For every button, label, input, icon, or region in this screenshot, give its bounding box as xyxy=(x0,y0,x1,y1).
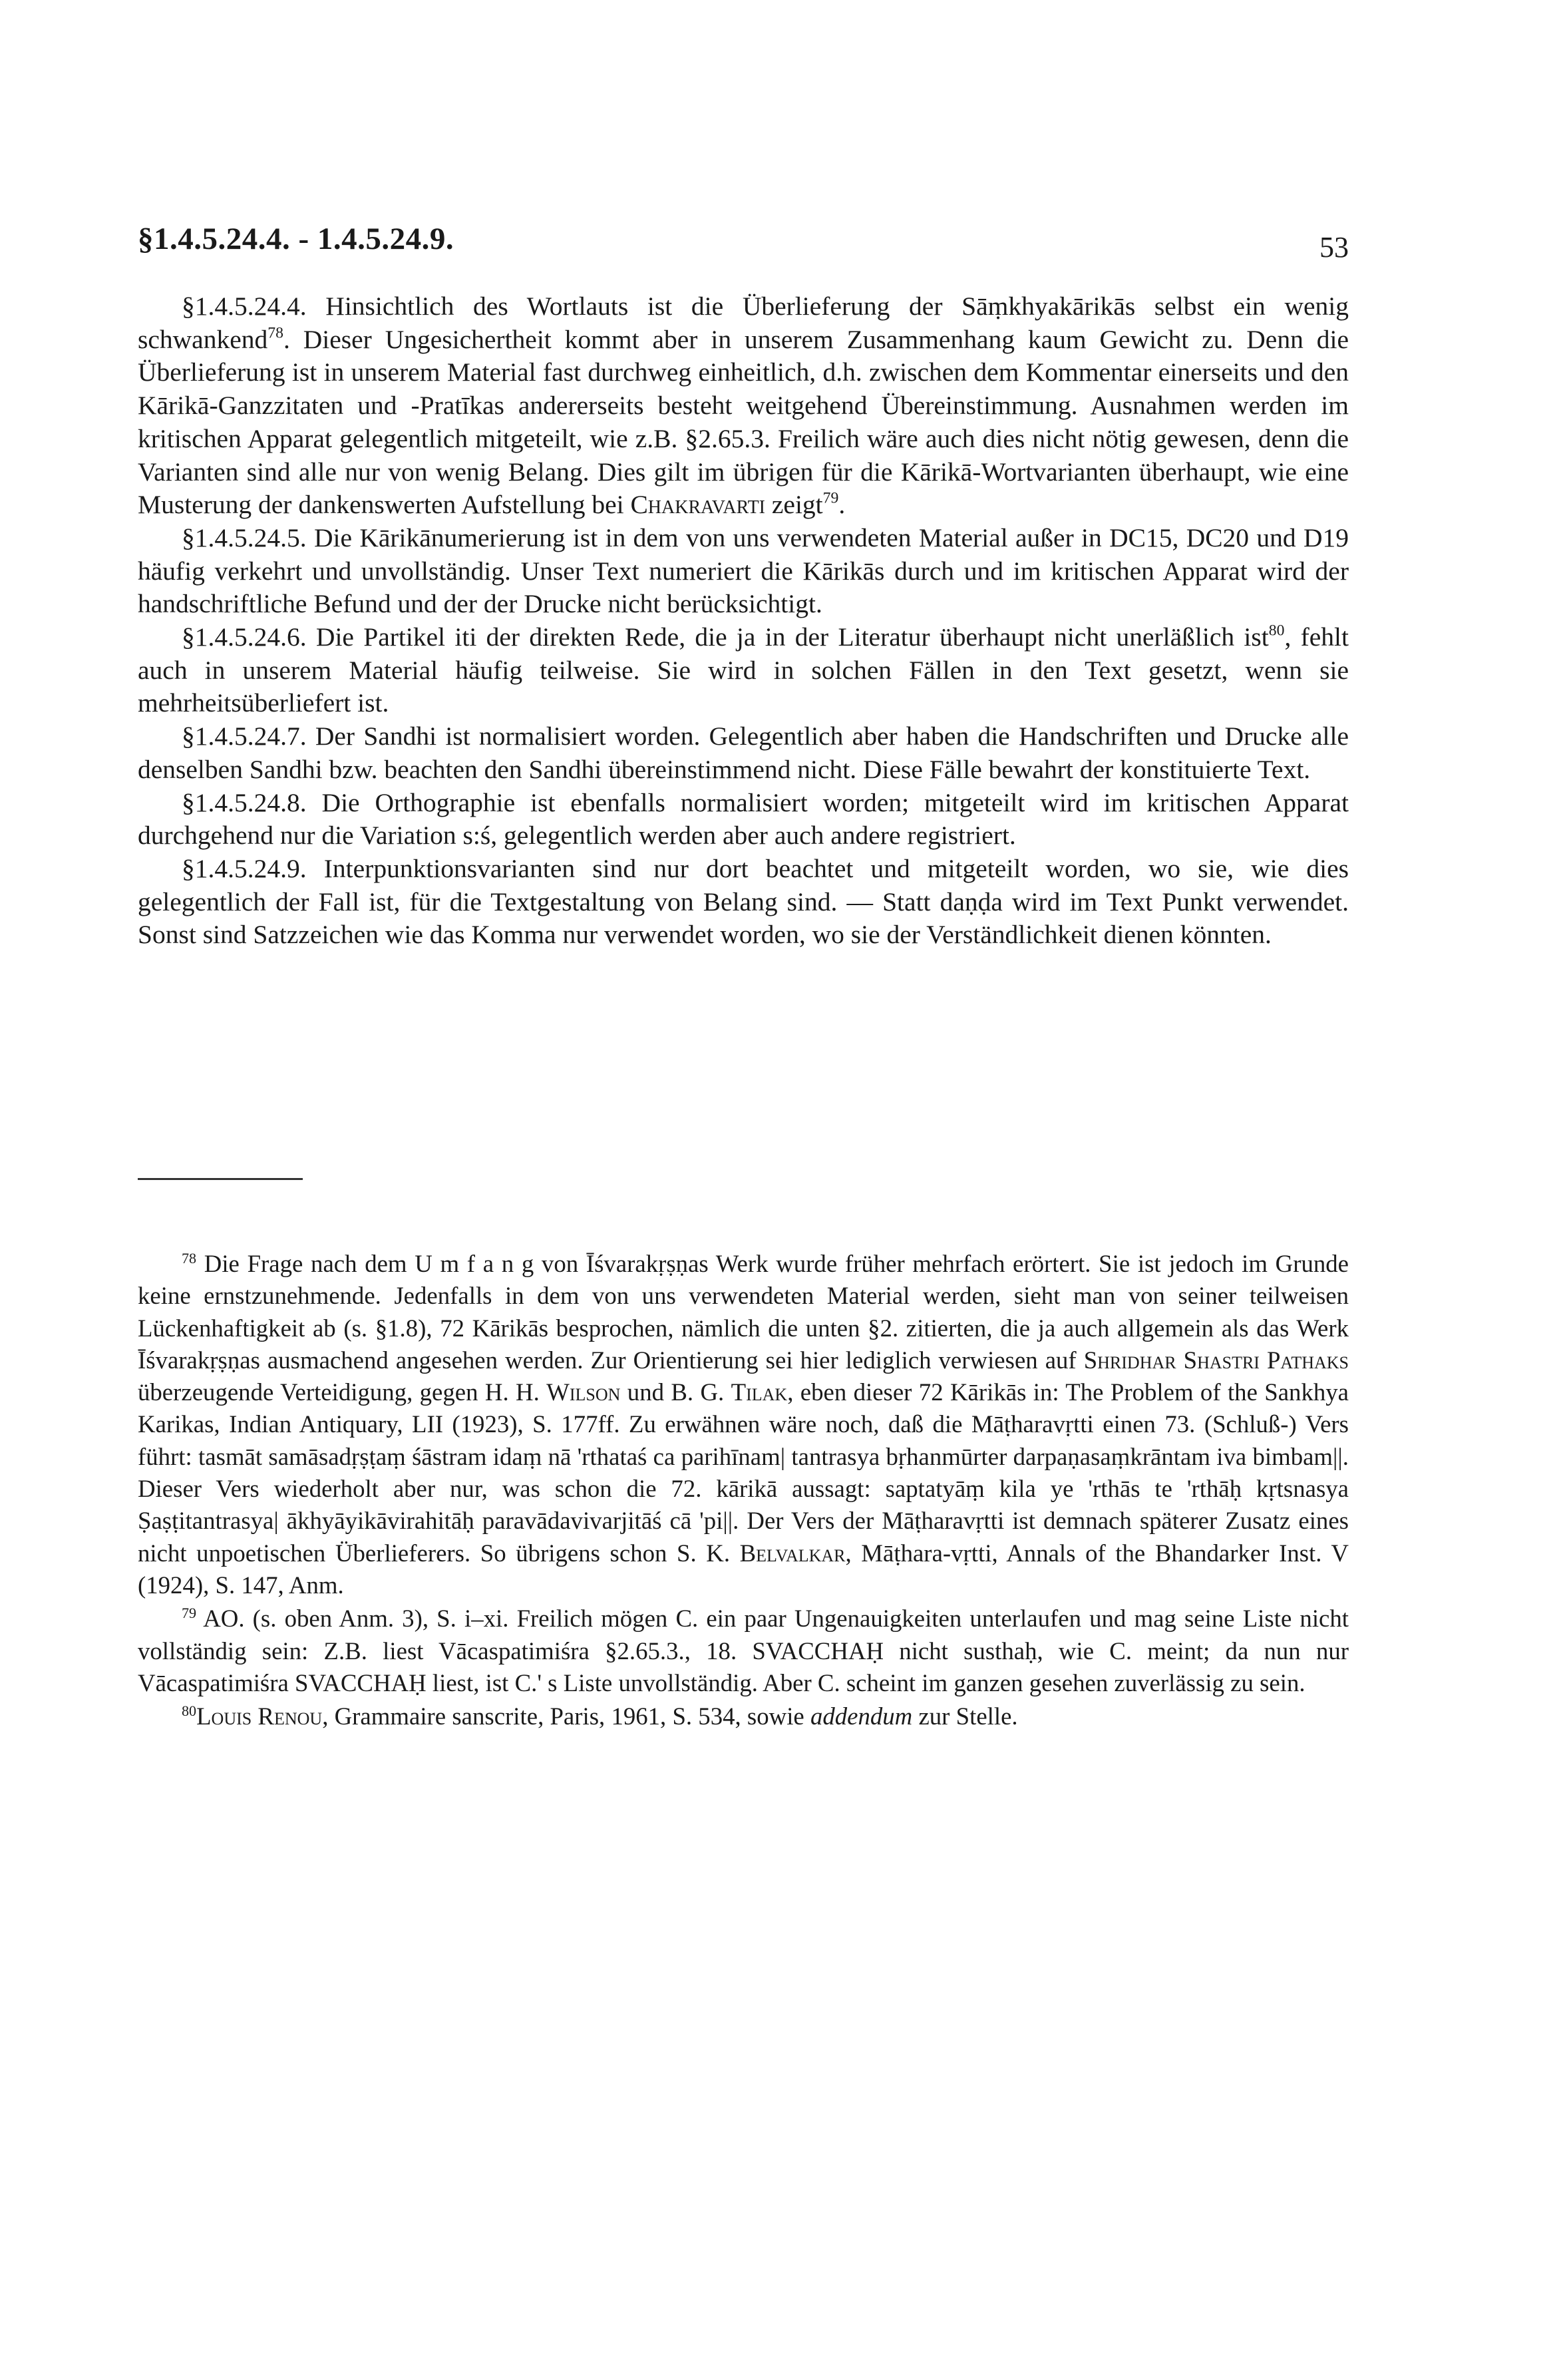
author-name: Chakravarti xyxy=(630,490,766,520)
footnote-78: $^{78}$ Die Frage nach dem U m f a n g von Īśvarakṛṣṇas Werk wurde früher mehrfach erörtert. Sie ist jedoch im Grunde keine ernstzunehmende. Jedenfalls in dem von uns verwendeten Material werden, sieht man von seiner teilweisen Lückenhaftigkeit ab (s. §1.8), 72 Kārikās besprochen, nämlich die unten §2. zitierten, die ja auch allgemein als das Werk Īśvarakṛṣṇas ausmachend angesehen werden. Zur Orientierung sei hier lediglich verwiesen auf Shridhar Shastri Pathaks überzeugende Verteidigung, gegen H. H. Wilson und B. G. Tilak, eben dieser 72 Kārikās in: The Problem of the Sankhya Karikas, Indian Antiquary, LII (1923), S. 177ff. Zu erwähnen wäre noch, daß die Māṭharavṛtti einen 73. (Schluß-) Vers führt: tasmāt samāsadṛṣṭaṃ śāstram idaṃ nā 'rthataś ca parihīnam| tantrasya bṛhanmūrter darpaṇasaṃkrāntam iva bimbam||. Dieser Vers wiederholt aber nur, was schon die 72. kārikā aussagt: saptatyāṃ kila ye 'rthās te 'rthāḥ kṛtsnasya Ṣaṣṭitantrasya| ākhyāyikāvirahitāḥ paravādavivarjitāś cā 'pi||. Der Vers der Māṭharavṛtti ist demnach späterer Zusatz eines nicht unpoetischen Überlieferers. So übrigens schon S. K. Belvalkar, Māṭhara-vṛtti, Annals of the Bhandarker Inst. V (1924), S. 147, Anm. xyxy=(138,1249,1349,1599)
paragraph-1-4-5-24-7: §1.4.5.24.7. Der Sandhi ist normalisiert worden. Gelegentlich aber haben die Handschriften und Drucke alle denselben Sandhi bzw. beachten den Sandhi übereinstimmend nicht. Diese Fälle bewahrt der konstituierte Text. xyxy=(138,721,1349,784)
author-name: Louis Renou xyxy=(196,1702,323,1730)
running-header xyxy=(138,221,1349,264)
footnote-number: 78 xyxy=(182,1249,197,1267)
italic-term: addendum xyxy=(810,1702,913,1730)
section-label: §1.4.5.24.9. xyxy=(182,853,307,883)
section-range-title: §1.4.5.24.4. - 1.4.5.24.9. xyxy=(138,222,454,256)
paragraph-1-4-5-24-4: §1.4.5.24.4. Hinsichtlich des Wortlauts ist die Überlieferung der Sāṃkhyakārikās selbst ein wenig schwankend$^{78}$. Dieser Ungesichertheit kommt aber in unserem Zusammenhang kaum Gewicht zu. Denn die Überlieferung ist in unserem Material fast durchweg einheitlich, d.h. zwischen dem Kommentar einerseits und den Kārikā-Ganzzitaten und -Pratīkas andererseits besteht weitgehend Übereinstimmung. Ausnahmen werden im kritischen Apparat gelegentlich mitgeteilt, wie z.B. §2.65.3. Freilich wäre auch dies nicht nötig gewesen, denn die Varianten sind alle nur von wenig Belang. Dies gilt im übrigen für die Kārikā-Wortvarianten überhaupt, wie eine Musterung der dankenswerten Aufstellung bei Chakravarti zeigt$^{79}$. xyxy=(138,292,1349,520)
paragraph-1-4-5-24-9: §1.4.5.24.9. Interpunktionsvarianten sind nur dort beachtet und mitgeteilt worden, wo sie, wie dies gelegentlich der Fall ist, für die Textgestaltung von Belang sind. — Statt daṇḍa wird im Text Punkt verwendet. Sonst sind Satzzeichen wie das Komma nur verwendet worden, wo sie der Verständlichkeit dienen könnten. xyxy=(138,853,1349,950)
section-label: §1.4.5.24.5. xyxy=(182,522,307,552)
section-label: §1.4.5.24.8. xyxy=(182,787,307,817)
footnote-ref-79: 79 xyxy=(822,489,839,507)
section-label: §1.4.5.24.6. xyxy=(182,622,307,652)
author-name: Belvalkar xyxy=(739,1539,846,1567)
footnote-separator xyxy=(138,1178,303,1180)
spaced-term: U m f a n g xyxy=(415,1250,534,1277)
main-text xyxy=(138,290,1349,952)
footnote-number: 80 xyxy=(182,1702,197,1719)
footnote-80: $^{80}$Louis Renou, Grammaire sanscrite, Paris, 1961, S. 534, sowie addendum zur Stelle. xyxy=(182,1702,1018,1730)
section-label: §1.4.5.24.7. xyxy=(182,721,307,751)
paragraph-1-4-5-24-6: §1.4.5.24.6. Die Partikel iti der direkten Rede, die ja in der Literatur überhaupt nicht unerläßlich ist$^{80}$, fehlt auch in unserem Material häufig teilweise. Sie wird in solchen Fällen in den Text gesetzt, wenn sie mehrheitsüberliefert ist. xyxy=(138,622,1349,718)
page-number: 53 xyxy=(1319,231,1349,264)
paragraph-1-4-5-24-8: §1.4.5.24.8. Die Orthographie ist ebenfalls normalisiert worden; mitgeteilt wird im kritischen Apparat durchgehend nur die Variation s:ś, gelegentlich werden aber auch andere registriert. xyxy=(138,787,1349,851)
author-name: Tilak xyxy=(731,1378,788,1406)
section-label: §1.4.5.24.4. xyxy=(182,292,307,321)
author-name: Shridhar Shastri Pathaks xyxy=(1083,1346,1349,1374)
footnote-number: 79 xyxy=(182,1605,197,1622)
footnote-ref-80: 80 xyxy=(1268,622,1285,640)
footnote-79: $^{79}$ AO. (s. oben Anm. 3), S. i–xi. Freilich mögen C. ein paar Ungenauigkeiten unterlaufen und mag seine Liste nicht vollständig sein: Z.B. liest Vācaspatimiśra §2.65.3., 18. SVACCHAḤ nicht susthaḥ, wie C. meint; da nun nur Vācaspatimiśra SVACCHAḤ liest, ist C.' s Liste unvollständig. Aber C. scheint im ganzen gesehen zuverlässig zu sein. xyxy=(138,1605,1349,1696)
author-name: Wilson xyxy=(546,1378,621,1406)
footnote-ref-78: 78 xyxy=(267,324,283,342)
footnotes xyxy=(138,1248,1349,1734)
paragraph-1-4-5-24-5: §1.4.5.24.5. Die Kārikānumerierung ist in dem von uns verwendeten Material außer in DC15, DC20 und D19 häufig verkehrt und unvollständig. Unser Text numeriert die Kārikās durch und im kritischen Apparat wird der handschriftliche Befund und der der Drucke nicht berücksichtigt. xyxy=(138,522,1349,619)
